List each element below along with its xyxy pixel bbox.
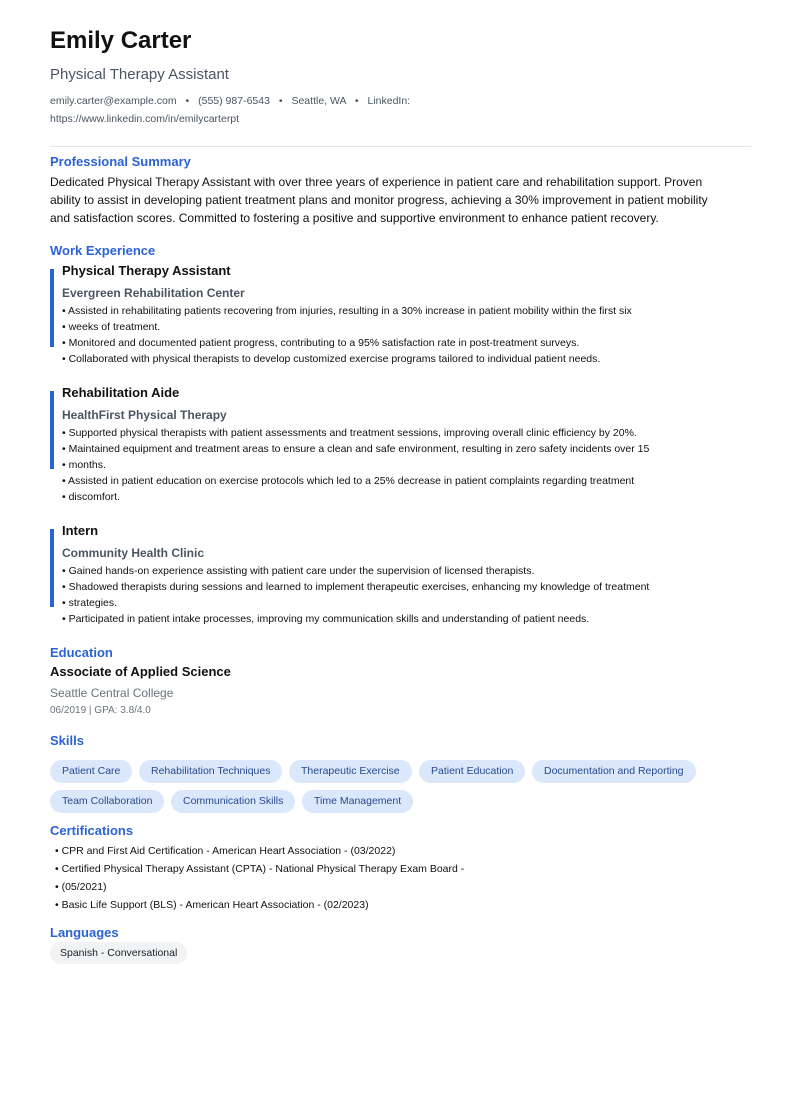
certification-item: • (05/2021) bbox=[55, 881, 107, 893]
skill-chip: Team Collaboration bbox=[50, 790, 164, 813]
section-title-skills: Skills bbox=[50, 733, 84, 748]
candidate-title: Physical Therapy Assistant bbox=[50, 66, 229, 83]
job-bullet: • discomfort. bbox=[62, 491, 120, 503]
job-bullet: • Collaborated with physical therapists to develop customized exercise programs tailored to individual patient needs. bbox=[62, 353, 601, 365]
job-accent-bar bbox=[50, 269, 54, 347]
job-title: Intern bbox=[62, 523, 99, 538]
contact-linkedin-url[interactable]: https://www.linkedin.com/in/emilycarterpt bbox=[50, 113, 240, 125]
skill-chip: Documentation and Reporting bbox=[532, 760, 696, 783]
summary-text: and satisfaction scores. Committed to fostering a positive and supportive environment to enhance patient recovery. bbox=[50, 211, 659, 225]
education-degree: Associate of Applied Science bbox=[50, 664, 231, 679]
job-bullet: • Participated in patient intake processes, improving my communication skills and understanding of patient needs. bbox=[62, 613, 590, 625]
contact-email[interactable]: emily.carter@example.com bbox=[50, 95, 177, 107]
job-title: Rehabilitation Aide bbox=[62, 385, 180, 400]
contact-line bbox=[50, 95, 410, 107]
job-bullet: • Gained hands-on experience assisting with patient care under the supervision of licensed therapists. bbox=[62, 565, 535, 577]
job-bullet: • Assisted in patient education on exercise protocols which led to a 25% decrease in patient complaints regarding treatment bbox=[62, 475, 635, 487]
job-bullet: • Assisted in rehabilitating patients recovering from injuries, resulting in a 30% increase in patient mobility within the first six bbox=[62, 305, 632, 317]
section-title-experience: Work Experience bbox=[50, 243, 156, 258]
job-bullet: • months. bbox=[62, 459, 106, 471]
summary-text: Dedicated Physical Therapy Assistant with over three years of experience in patient care and rehabilitation support. Proven bbox=[50, 175, 703, 189]
skill-chip: Patient Education bbox=[419, 760, 525, 783]
section-title-summary: Professional Summary bbox=[50, 154, 191, 169]
job-bullet: • strategies. bbox=[62, 597, 118, 609]
skill-chip: Communication Skills bbox=[171, 790, 295, 813]
certification-item: • Basic Life Support (BLS) - American Heart Association - (02/2023) bbox=[55, 899, 369, 911]
education-school: Seattle Central College bbox=[50, 686, 174, 700]
job-company: Evergreen Rehabilitation Center bbox=[62, 286, 245, 300]
section-title-education: Education bbox=[50, 645, 113, 660]
header-divider bbox=[50, 146, 751, 147]
language-chip: Spanish - Conversational bbox=[50, 942, 187, 964]
job-accent-bar bbox=[50, 529, 54, 607]
contact-separator: • bbox=[354, 95, 359, 107]
section-title-certifications: Certifications bbox=[50, 823, 134, 838]
skill-chip: Therapeutic Exercise bbox=[289, 760, 412, 783]
skill-chip: Time Management bbox=[302, 790, 413, 813]
candidate-name: Emily Carter bbox=[50, 27, 192, 54]
job-bullet: • Monitored and documented patient progress, contributing to a 95% satisfaction rate in post-treatment surveys. bbox=[62, 337, 580, 349]
job-company: Community Health Clinic bbox=[62, 546, 205, 560]
contact-phone: (555) 987-6543 bbox=[198, 95, 270, 107]
contact-separator: • bbox=[278, 95, 283, 107]
contact-location: Seattle, WA bbox=[291, 95, 346, 107]
job-accent-bar bbox=[50, 391, 54, 469]
job-company: HealthFirst Physical Therapy bbox=[62, 408, 227, 422]
summary-text: ability to assist in developing patient treatment plans and monitor progress, achieving a 30% improvement in patient mobility bbox=[50, 193, 708, 207]
section-title-languages: Languages bbox=[50, 925, 119, 940]
job-bullet: • Supported physical therapists with patient assessments and treatment sessions, improving overall clinic efficiency by 20%. bbox=[62, 427, 637, 439]
certification-item: • CPR and First Aid Certification - American Heart Association - (03/2022) bbox=[55, 845, 396, 857]
skill-chip: Patient Care bbox=[50, 760, 132, 783]
certification-item: • Certified Physical Therapy Assistant (CPTA) - National Physical Therapy Exam Board - bbox=[55, 863, 465, 875]
skill-chip: Rehabilitation Techniques bbox=[139, 760, 282, 783]
job-bullet: • weeks of treatment. bbox=[62, 321, 161, 333]
contact-linkedin-label: LinkedIn: bbox=[367, 95, 411, 107]
contact-separator: • bbox=[185, 95, 190, 107]
job-title: Physical Therapy Assistant bbox=[62, 263, 231, 278]
job-bullet: • Maintained equipment and treatment areas to ensure a clean and safe environment, resulting in zero safety incidents over 15 bbox=[62, 443, 650, 455]
education-meta: 06/2019 | GPA: 3.8/4.0 bbox=[50, 705, 151, 716]
job-bullet: • Shadowed therapists during sessions and learned to implement therapeutic exercises, enhancing my knowledge of treatment bbox=[62, 581, 650, 593]
